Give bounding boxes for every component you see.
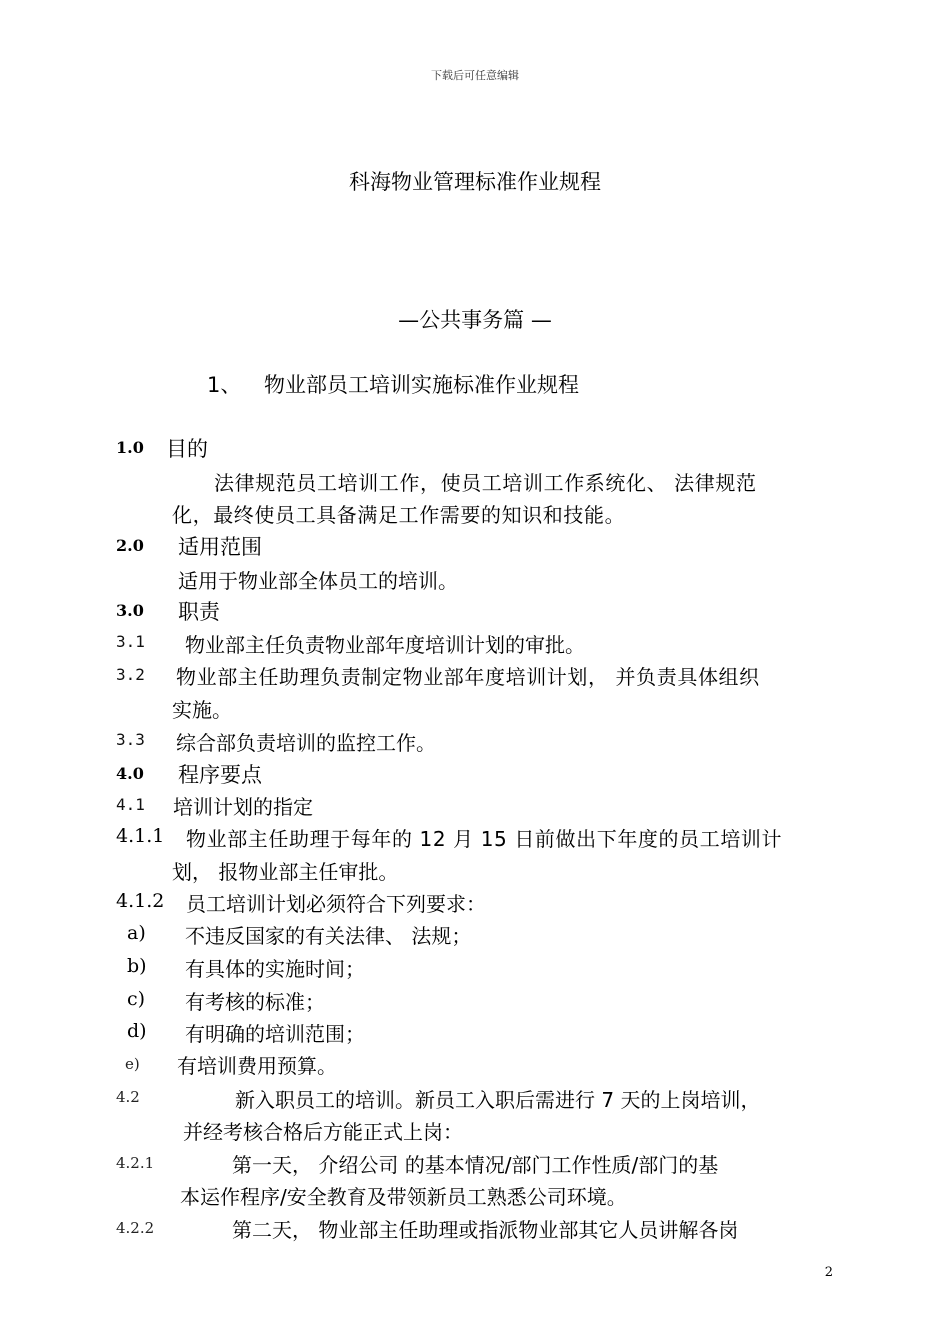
item-number-4-2-1: 4.2.1 [116, 1154, 155, 1172]
document-title: 科海物业管理标准作业规程 [349, 170, 601, 194]
item-4-1-1-line-2: 划， 报物业部主任审批。 [172, 860, 399, 884]
section-heading-scope: 适用范围 [178, 535, 262, 559]
requirement-text-b: 有具体的实施时间； [185, 957, 365, 981]
duty-number-3-3: 3.3 [116, 730, 145, 749]
section-heading-procedure: 程序要点 [178, 763, 262, 787]
requirement-label-d: d) [127, 1020, 147, 1042]
duty-3-2-line-1: 物业部主任助理负责制定物业部年度培训计划， 并负责具体组织 [176, 665, 760, 689]
sop-number: 1、 [207, 373, 242, 397]
item-number-4-2: 4.2 [116, 1088, 140, 1106]
purpose-line-2: 化，最终使员工具备满足工作需要的知识和技能。 [172, 503, 626, 527]
page-number: 2 [824, 1265, 833, 1280]
item-4-2-line-2: 并经考核合格后方能正式上岗： [183, 1120, 463, 1144]
section-number-purpose: 1.0 [116, 438, 144, 457]
requirement-label-e: e) [125, 1055, 140, 1073]
item-number-4-2-2: 4.2.2 [116, 1219, 155, 1237]
duty-number-3-1: 3.1 [116, 632, 145, 651]
section-number-duties: 3.0 [116, 601, 144, 620]
item-4-2-line-1: 新入职员工的培训。新员工入职后需进行 7 天的上岗培训， [235, 1088, 761, 1112]
item-4-1-text: 培训计划的指定 [173, 795, 313, 819]
item-4-2-1-line-2: 本运作程序/安全教育及带领新员工熟悉公司环境。 [180, 1185, 627, 1209]
section-number-procedure: 4.0 [116, 764, 144, 783]
section-number-scope: 2.0 [116, 536, 144, 555]
duty-3-3-line-1: 综合部负责培训的监控工作。 [176, 731, 436, 755]
requirement-text-a: 不违反国家的有关法律、 法规； [185, 924, 472, 948]
item-4-1-1-line-1: 物业部主任助理于每年的 12 月 15 日前做出下年度的员工培训计 [186, 827, 783, 851]
item-4-1-2-text: 员工培训计划必须符合下列要求： [186, 892, 486, 916]
duty-3-1-line-1: 物业部主任负责物业部年度培训计划的审批。 [185, 633, 585, 657]
section-heading-purpose: 目的 [166, 437, 208, 461]
sop-title: 物业部员工培训实施标准作业规程 [264, 373, 579, 397]
item-number-4-1-2: 4.1.2 [116, 890, 165, 912]
item-4-2-2-line-1: 第二天， 物业部主任助理或指派物业部其它人员讲解各岗 [232, 1218, 739, 1242]
requirement-text-d: 有明确的培训范围； [185, 1022, 365, 1046]
duty-3-2-line-2: 实施。 [172, 698, 232, 722]
requirement-label-b: b) [127, 955, 147, 977]
requirement-label-c: c) [127, 988, 146, 1010]
purpose-line-1: 法律规范员工培训工作，使员工培训工作系统化、 法律规范 [214, 471, 757, 495]
requirement-text-e: 有培训费用预算。 [177, 1054, 337, 1078]
section-heading-duties: 职责 [178, 600, 220, 624]
section-title: —公共事务篇 — [398, 308, 552, 332]
duty-number-3-2: 3.2 [116, 665, 145, 684]
item-4-2-1-line-1: 第一天， 介绍公司 的基本情况/部门工作性质/部门的基 [232, 1153, 719, 1177]
header-note: 下载后可任意编辑 [431, 69, 519, 82]
requirement-label-a: a) [127, 922, 146, 944]
item-number-4-1-1: 4.1.1 [116, 825, 165, 847]
item-number-4-1: 4.1 [116, 795, 145, 814]
requirement-text-c: 有考核的标准； [185, 990, 325, 1014]
scope-line-1: 适用于物业部全体员工的培训。 [178, 569, 458, 593]
